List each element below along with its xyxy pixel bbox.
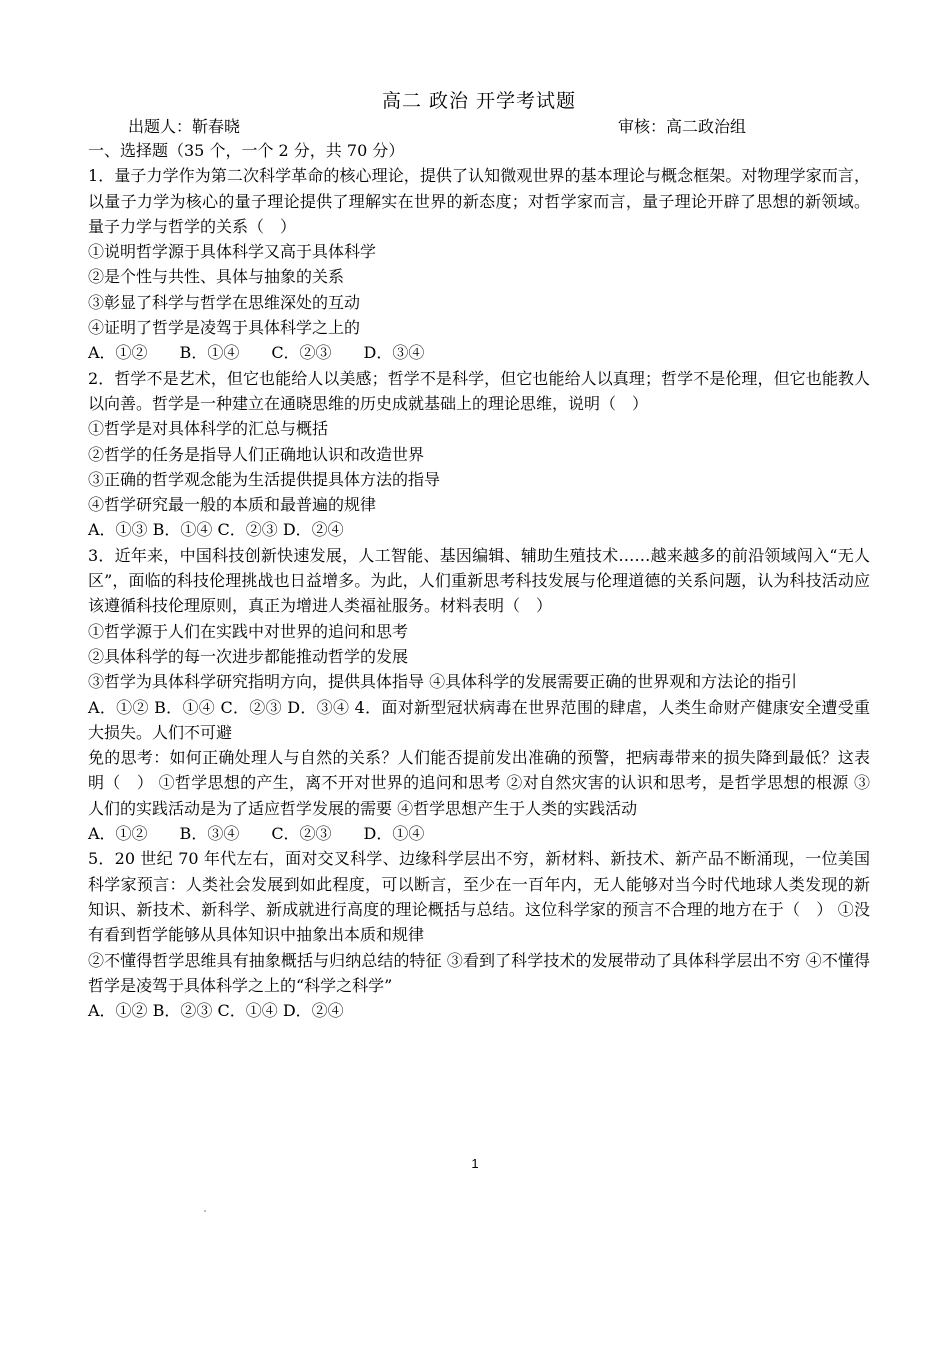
question-1-option-4: ④证明了哲学是凌驾于具体科学之上的 [88, 318, 361, 338]
question-3-option-1: ①哲学源于人们在实践中对世界的追问和思考 [88, 621, 409, 641]
question-1-option-3: ③彰显了科学与哲学在思维深处的互动 [88, 292, 361, 312]
question-3-choices-question-4-start: A．①② B．①④ C．②③ D．③④ 4．面对新型冠状病毒在世界范围的肆虐，人类生命财产健康安全遭受重大损失。人们不可避 [88, 697, 870, 742]
page-title: 高二 政治 开学考试题 [381, 90, 577, 112]
question-2-option-3: ③正确的哲学观念能为生活提供提具体方法的指导 [88, 469, 441, 489]
question-5-choices: A．①② B．②③ C．①④ D．②④ [88, 1001, 344, 1021]
page-number: 1 [471, 1156, 479, 1171]
section-heading: 一、选择题（35 个，一个 2 分，共 70 分） [88, 141, 405, 160]
question-5-options: ②不懂得哲学思维具有抽象概括与归纳总结的特征 ③看到了科学技术的发展带动了具体科学层出不穷 ④不懂得哲学是凌驾于具体科学之上的“科学之科学” [88, 950, 870, 995]
question-2-choices: A．①③ B．①④ C．②③ D．②④ [88, 520, 344, 540]
question-3-stem: 3．近年来，中国科技创新快速发展，人工智能、基因编辑、辅助生殖技术……越来越多的前沿领域闯入“无人区”，面临的科技伦理挑战也日益增多。为此，人们重新思考科技发展与伦理道德的关系问题，认为科技活动应该遵循科技伦理原则，真正为增进人类福祉服务。材料表明（ ） [88, 545, 870, 616]
question-3-option-3-4: ③哲学为具体科学研究指明方向，提供具体指导 ④具体科学的发展需要正确的世界观和方法论的指引 [88, 672, 798, 692]
question-4-choices: A．①② B．③④ C．②③ D．①④ [88, 824, 425, 844]
author-label: 出题人：靳春晓 [128, 117, 241, 136]
question-5-stem: 5．20 世纪 70 年代左右，面对交叉科学、边缘科学层出不穷，新材料、新技术、新产品不断涌现，一位美国科学家预言：人类社会发展到如此程度，可以断言，至少在一百年内，无人能够对当今时代地球人类发现的新知识、新技术、新科学、新成就进行高度的理论概括与总结。这位科学家的预言不合理的地方在于（ ） ①没有看到哲学能够从具体知识中抽象出本质和规律 [88, 849, 870, 945]
question-4-body: 免的思考：如何正确处理人与自然的关系？人们能否提前发出准确的预警，把病毒带来的损失降到最低？这表明（ ） ①哲学思想的产生，离不开对世界的追问和思考 ②对自然灾害的认识和思考，是哲学思想的根源 ③人们的实践活动是为了适应哲学发展的需要 ④哲学思想产生于人类的实践活动 [88, 748, 870, 818]
question-2-option-1: ①哲学是对具体科学的汇总与概括 [88, 419, 329, 439]
question-2-stem: 2．哲学不是艺术，但它也能给人以美感；哲学不是科学，但它也能给人以真理；哲学不是伦理，但它也能教人以向善。哲学是一种建立在通晓思维的历史成就基础上的理论思维，说明（ ） [88, 368, 870, 413]
reviewer-label: 审核：高二政治组 [617, 117, 746, 136]
scan-speck [204, 1210, 206, 1212]
question-1-option-2: ②是个性与共性、具体与抽象的关系 [88, 267, 345, 287]
question-1-option-1: ①说明哲学源于具体科学又高于具体科学 [88, 242, 377, 262]
question-2-option-4: ④哲学研究最一般的本质和最普遍的规律 [88, 495, 377, 515]
question-1-stem: 1．量子力学作为第二次科学革命的核心理论，提供了认知微观世界的基本理论与概念框架。对物理学家而言，以量子力学为核心的量子理论提供了理解实在世界的新态度；对哲学家而言，量子理论开辟了思想的新领域。量子力学与哲学的关系（ ） [88, 166, 870, 236]
page-content [88, 88, 870, 1023]
exam-meta [88, 116, 870, 138]
question-2-option-2: ②哲学的任务是指导人们正确地认识和改造世界 [88, 444, 425, 464]
question-3-option-2: ②具体科学的每一次进步都能推动哲学的发展 [88, 646, 409, 666]
question-1-choices: A．①② B．①④ C．②③ D．③④ [88, 343, 425, 363]
